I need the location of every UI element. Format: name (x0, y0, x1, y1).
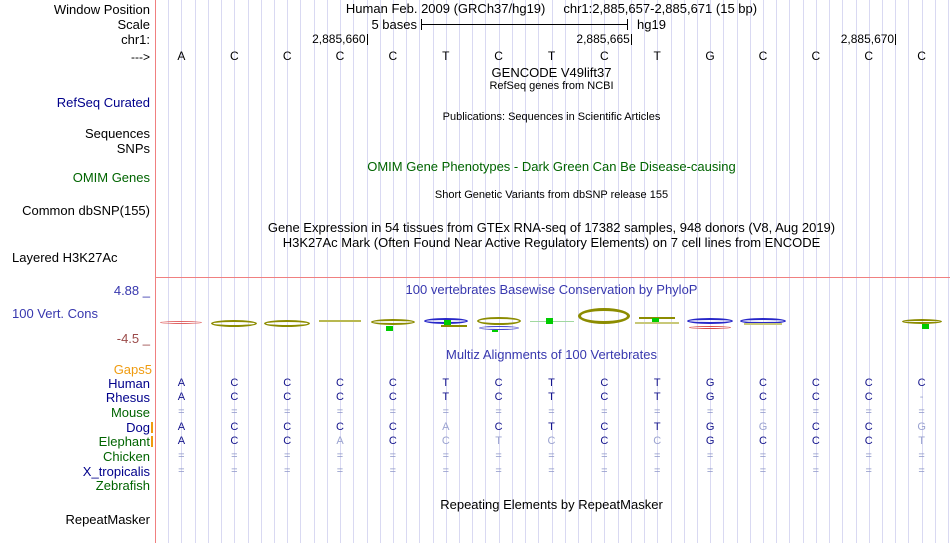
alignment-base: = (812, 405, 820, 418)
alignment-base: A (177, 435, 186, 448)
base-letter: T (653, 49, 661, 63)
alignment-base: C (283, 420, 292, 433)
alignment-base: C (811, 435, 820, 448)
assembly-label: Human Feb. 2009 (GRCh37/hg19) (345, 1, 546, 16)
cons-mark-line (441, 325, 467, 327)
conservation-min-value: -4.5 _ (116, 331, 150, 346)
track-title-gencode[interactable]: GENCODE V49lift37 (491, 65, 612, 80)
alignment-base: C (653, 435, 662, 448)
alignment-base: C (494, 376, 503, 389)
track-label-snps[interactable]: SNPs (116, 141, 150, 156)
base-letter: C (335, 49, 345, 63)
ruler-tick-mark (367, 34, 368, 45)
alignment-base: A (177, 420, 186, 433)
cons-mark-square (492, 330, 498, 332)
alignment-base: = (389, 464, 397, 477)
alignment-base: T (442, 376, 450, 389)
alignment-base: T (548, 391, 555, 404)
alignment-base: A (177, 391, 186, 404)
alignment-base: = (178, 464, 185, 477)
window-position-label: Window Position (53, 2, 150, 17)
alignment-base: = (706, 464, 714, 477)
ruler-tick-label: 2,885,660 (312, 32, 366, 46)
alignment-base: C (388, 391, 397, 404)
scale-bar (421, 24, 627, 25)
alignment-base: G (705, 435, 715, 448)
base-letter: C (388, 49, 398, 63)
alignment-base: C (759, 391, 767, 404)
base-letter: C (282, 49, 292, 63)
alignment-base: = (918, 450, 925, 462)
ruler-tick-mark (631, 34, 632, 45)
alignment-base: = (601, 450, 608, 462)
insert-gap-bar (151, 436, 153, 447)
alignment-base: = (389, 450, 397, 462)
position-label: chr1:2,885,657-2,885,671 (15 bp) (563, 1, 758, 16)
chrom-label: chr1: (121, 32, 150, 47)
alignment-base: G (917, 420, 926, 433)
alignment-base: C (283, 391, 292, 404)
alignment-base: T (548, 376, 555, 389)
track-label-omim-genes[interactable]: OMIM Genes (72, 170, 150, 185)
alignment-base: = (653, 450, 661, 462)
track-title-conservation[interactable]: 100 vertebrates Basewise Conservation by PhyloP (405, 282, 698, 297)
alignment-base: = (706, 405, 714, 418)
cons-mark-ellipse (479, 326, 519, 330)
alignment-base: A (177, 376, 186, 389)
cons-mark-line (744, 323, 782, 325)
species-label-mouse[interactable]: Mouse (110, 404, 150, 420)
base-letter: C (917, 49, 926, 63)
cons-mark-line (319, 320, 361, 322)
cons-mark-ellipse (477, 317, 521, 325)
base-letter: C (600, 49, 609, 63)
alignment-base: C (336, 391, 344, 404)
alignment-base: C (230, 391, 239, 404)
species-label-rhesus[interactable]: Rhesus (105, 390, 150, 406)
alignment-base: C (917, 376, 926, 389)
strand-arrow: ---> (131, 50, 150, 64)
alignment-base: G (705, 391, 715, 404)
scale-bases-label: 5 bases (371, 17, 417, 32)
alignment-base: C (283, 435, 292, 448)
alignment-base: = (865, 450, 872, 462)
alignment-base: C (600, 376, 609, 389)
alignment-base: C (336, 376, 344, 389)
cons-mark-ellipse (578, 308, 630, 324)
scale-label-left: Scale (117, 17, 150, 32)
alignment-base: C (388, 435, 397, 448)
base-letter: C (494, 49, 503, 63)
alignment-base: = (601, 464, 608, 477)
alignment-base: = (442, 450, 450, 462)
species-label-human[interactable]: Human (108, 375, 150, 391)
track-title-h3k27ac[interactable]: H3K27Ac Mark (Often Found Near Active Regulatory Elements) on 7 cell lines from ENCODE (282, 235, 821, 250)
alignment-base: C (759, 435, 767, 448)
alignment-base: T (653, 391, 661, 404)
alignment-base: = (336, 405, 344, 418)
base-letter: A (177, 49, 186, 63)
alignment-base: C (600, 435, 609, 448)
alignment-base: C (811, 391, 820, 404)
alignment-base: = (812, 450, 820, 462)
genome-label: hg19 (637, 17, 666, 32)
alignment-base: G (758, 420, 768, 433)
alignment-base: = (548, 464, 555, 477)
cons-mark-ellipse (264, 320, 310, 327)
alignment-base: T (918, 435, 925, 448)
track-label-refseq-curated[interactable]: RefSeq Curated (56, 95, 150, 110)
track-title-publications[interactable]: Publications: Sequences in Scientific Articles (442, 111, 661, 123)
alignment-base: = (178, 405, 185, 418)
alignment-base: = (759, 450, 767, 462)
alignment-base: C (494, 391, 503, 404)
track-title-gtex[interactable]: Gene Expression in 54 tissues from GTEx RNA-seq of 17382 samples, 948 donors (V8, Aug 2019) (267, 220, 836, 235)
alignment-base: = (918, 464, 925, 477)
cons-mark-square (386, 326, 393, 331)
gridline (948, 0, 949, 543)
ruler-tick-label: 2,885,670 (840, 32, 895, 46)
track-title-omim[interactable]: OMIM Gene Phenotypes - Dark Green Can Be Disease-causing (367, 159, 736, 174)
alignment-base: C (283, 376, 292, 389)
alignment-base: = (918, 405, 925, 418)
cons-mark-ellipse (689, 326, 731, 329)
conservation-top-rule (155, 277, 950, 278)
alignment-base: = (283, 464, 291, 477)
alignment-base: = (548, 450, 555, 462)
base-letter: C (229, 49, 239, 63)
alignment-base: = (231, 405, 238, 418)
species-label-dog[interactable]: Dog (126, 419, 150, 435)
cons-mark-ellipse (687, 318, 733, 324)
cons-mark-ellipse (371, 319, 415, 325)
track-label-repeatmasker[interactable]: RepeatMasker (65, 512, 150, 527)
alignment-base: = (759, 464, 767, 477)
alignment-base: T (548, 420, 555, 433)
alignment-base: T (653, 376, 661, 389)
alignment-base: T (495, 435, 502, 448)
alignment-base: C (759, 376, 767, 389)
track-label-100-vert-cons[interactable]: 100 Vert. Cons (12, 306, 98, 321)
alignment-base: C (494, 420, 503, 433)
alignment-base: A (336, 435, 344, 448)
alignment-base: C (388, 420, 397, 433)
alignment-base: C (441, 435, 450, 448)
track-title-dbsnp[interactable]: Short Genetic Variants from dbSNP release 155 (434, 189, 669, 201)
alignment-base: = (283, 405, 291, 418)
track-title-repeatmasker[interactable]: Repeating Elements by RepeatMasker (440, 497, 663, 512)
alignment-base: C (864, 435, 873, 448)
cons-mark-square (922, 324, 929, 329)
alignment-base: = (283, 450, 291, 462)
alignment-base: = (759, 405, 767, 418)
alignment-base: C (600, 420, 609, 433)
alignment-base: C (864, 391, 873, 404)
base-letter: C (758, 49, 768, 63)
alignment-base: C (864, 420, 873, 433)
gaps-label: Gaps (113, 362, 145, 377)
alignment-base: = (865, 464, 872, 477)
gaps-row-label (114, 363, 152, 376)
species-label-zebrafish[interactable]: Zebrafish (95, 478, 150, 494)
ruler-tick-mark (895, 34, 896, 45)
alignment-base: C (388, 376, 397, 389)
alignment-base: C (600, 391, 609, 404)
alignment-base: = (601, 405, 608, 418)
alignment-base: C (230, 376, 239, 389)
insert-gap-bar (151, 422, 153, 433)
alignment-base: = (706, 450, 714, 462)
scale-bar-right-tick (627, 19, 628, 30)
base-letter: C (864, 49, 874, 63)
cons-mark-line (635, 322, 679, 324)
alignment-base: - (919, 391, 924, 404)
alignment-base: C (230, 435, 239, 448)
alignment-base: = (178, 450, 185, 462)
alignment-base: T (442, 391, 450, 404)
gaps-value: 5 (144, 362, 152, 377)
track-title-multiz[interactable]: Multiz Alignments of 100 Vertebrates (445, 347, 657, 362)
track-title-refseq-ncbi[interactable]: RefSeq genes from NCBI (489, 80, 614, 92)
alignment-base: = (653, 464, 661, 477)
alignment-base: G (705, 376, 715, 389)
alignment-base: C (864, 376, 873, 389)
species-label-chicken[interactable]: Chicken (103, 449, 150, 464)
ruler-tick-label: 2,885,665 (576, 32, 630, 46)
base-letter: T (547, 49, 556, 63)
base-letter: G (705, 49, 715, 63)
window-position-title (155, 2, 948, 16)
conservation-max-value: 4.88 _ (113, 283, 150, 298)
alignment-base: C (811, 420, 820, 433)
alignment-base: = (495, 464, 502, 477)
alignment-base: G (705, 420, 715, 433)
alignment-base: = (548, 405, 555, 418)
alignment-base: = (389, 405, 397, 418)
alignment-base: C (336, 420, 344, 433)
track-label-sequences[interactable]: Sequences (84, 126, 150, 141)
alignment-base: = (231, 450, 238, 462)
base-letter: C (811, 49, 821, 63)
alignment-base: = (442, 405, 450, 418)
alignment-base: = (336, 450, 344, 462)
base-letter: T (442, 49, 450, 63)
scale-bar-left-tick (421, 19, 422, 30)
alignment-base: = (495, 405, 502, 418)
alignment-base: = (812, 464, 820, 477)
alignment-base: = (336, 464, 344, 477)
alignment-base: C (547, 435, 556, 448)
alignment-base: A (442, 420, 450, 433)
cons-mark-ellipse (211, 320, 257, 327)
alignment-base: C (230, 420, 239, 433)
alignment-base: C (811, 376, 820, 389)
cons-mark-square (546, 318, 553, 324)
species-label-elephant[interactable]: Elephant (98, 434, 150, 450)
cons-mark-ellipse (160, 321, 202, 324)
track-label-layered-h3k27ac[interactable]: Layered H3K27Ac (12, 250, 118, 265)
alignment-base: = (653, 405, 661, 418)
track-label-common-dbsnp[interactable]: Common dbSNP(155) (22, 203, 150, 218)
alignment-base: T (653, 420, 661, 433)
alignment-base: = (442, 464, 450, 477)
species-label-x_tropicalis[interactable]: X_tropicalis (82, 463, 150, 479)
cons-mark-square (444, 320, 451, 325)
alignment-base: = (495, 450, 502, 462)
alignment-base: = (231, 464, 238, 477)
alignment-base: = (865, 405, 872, 418)
